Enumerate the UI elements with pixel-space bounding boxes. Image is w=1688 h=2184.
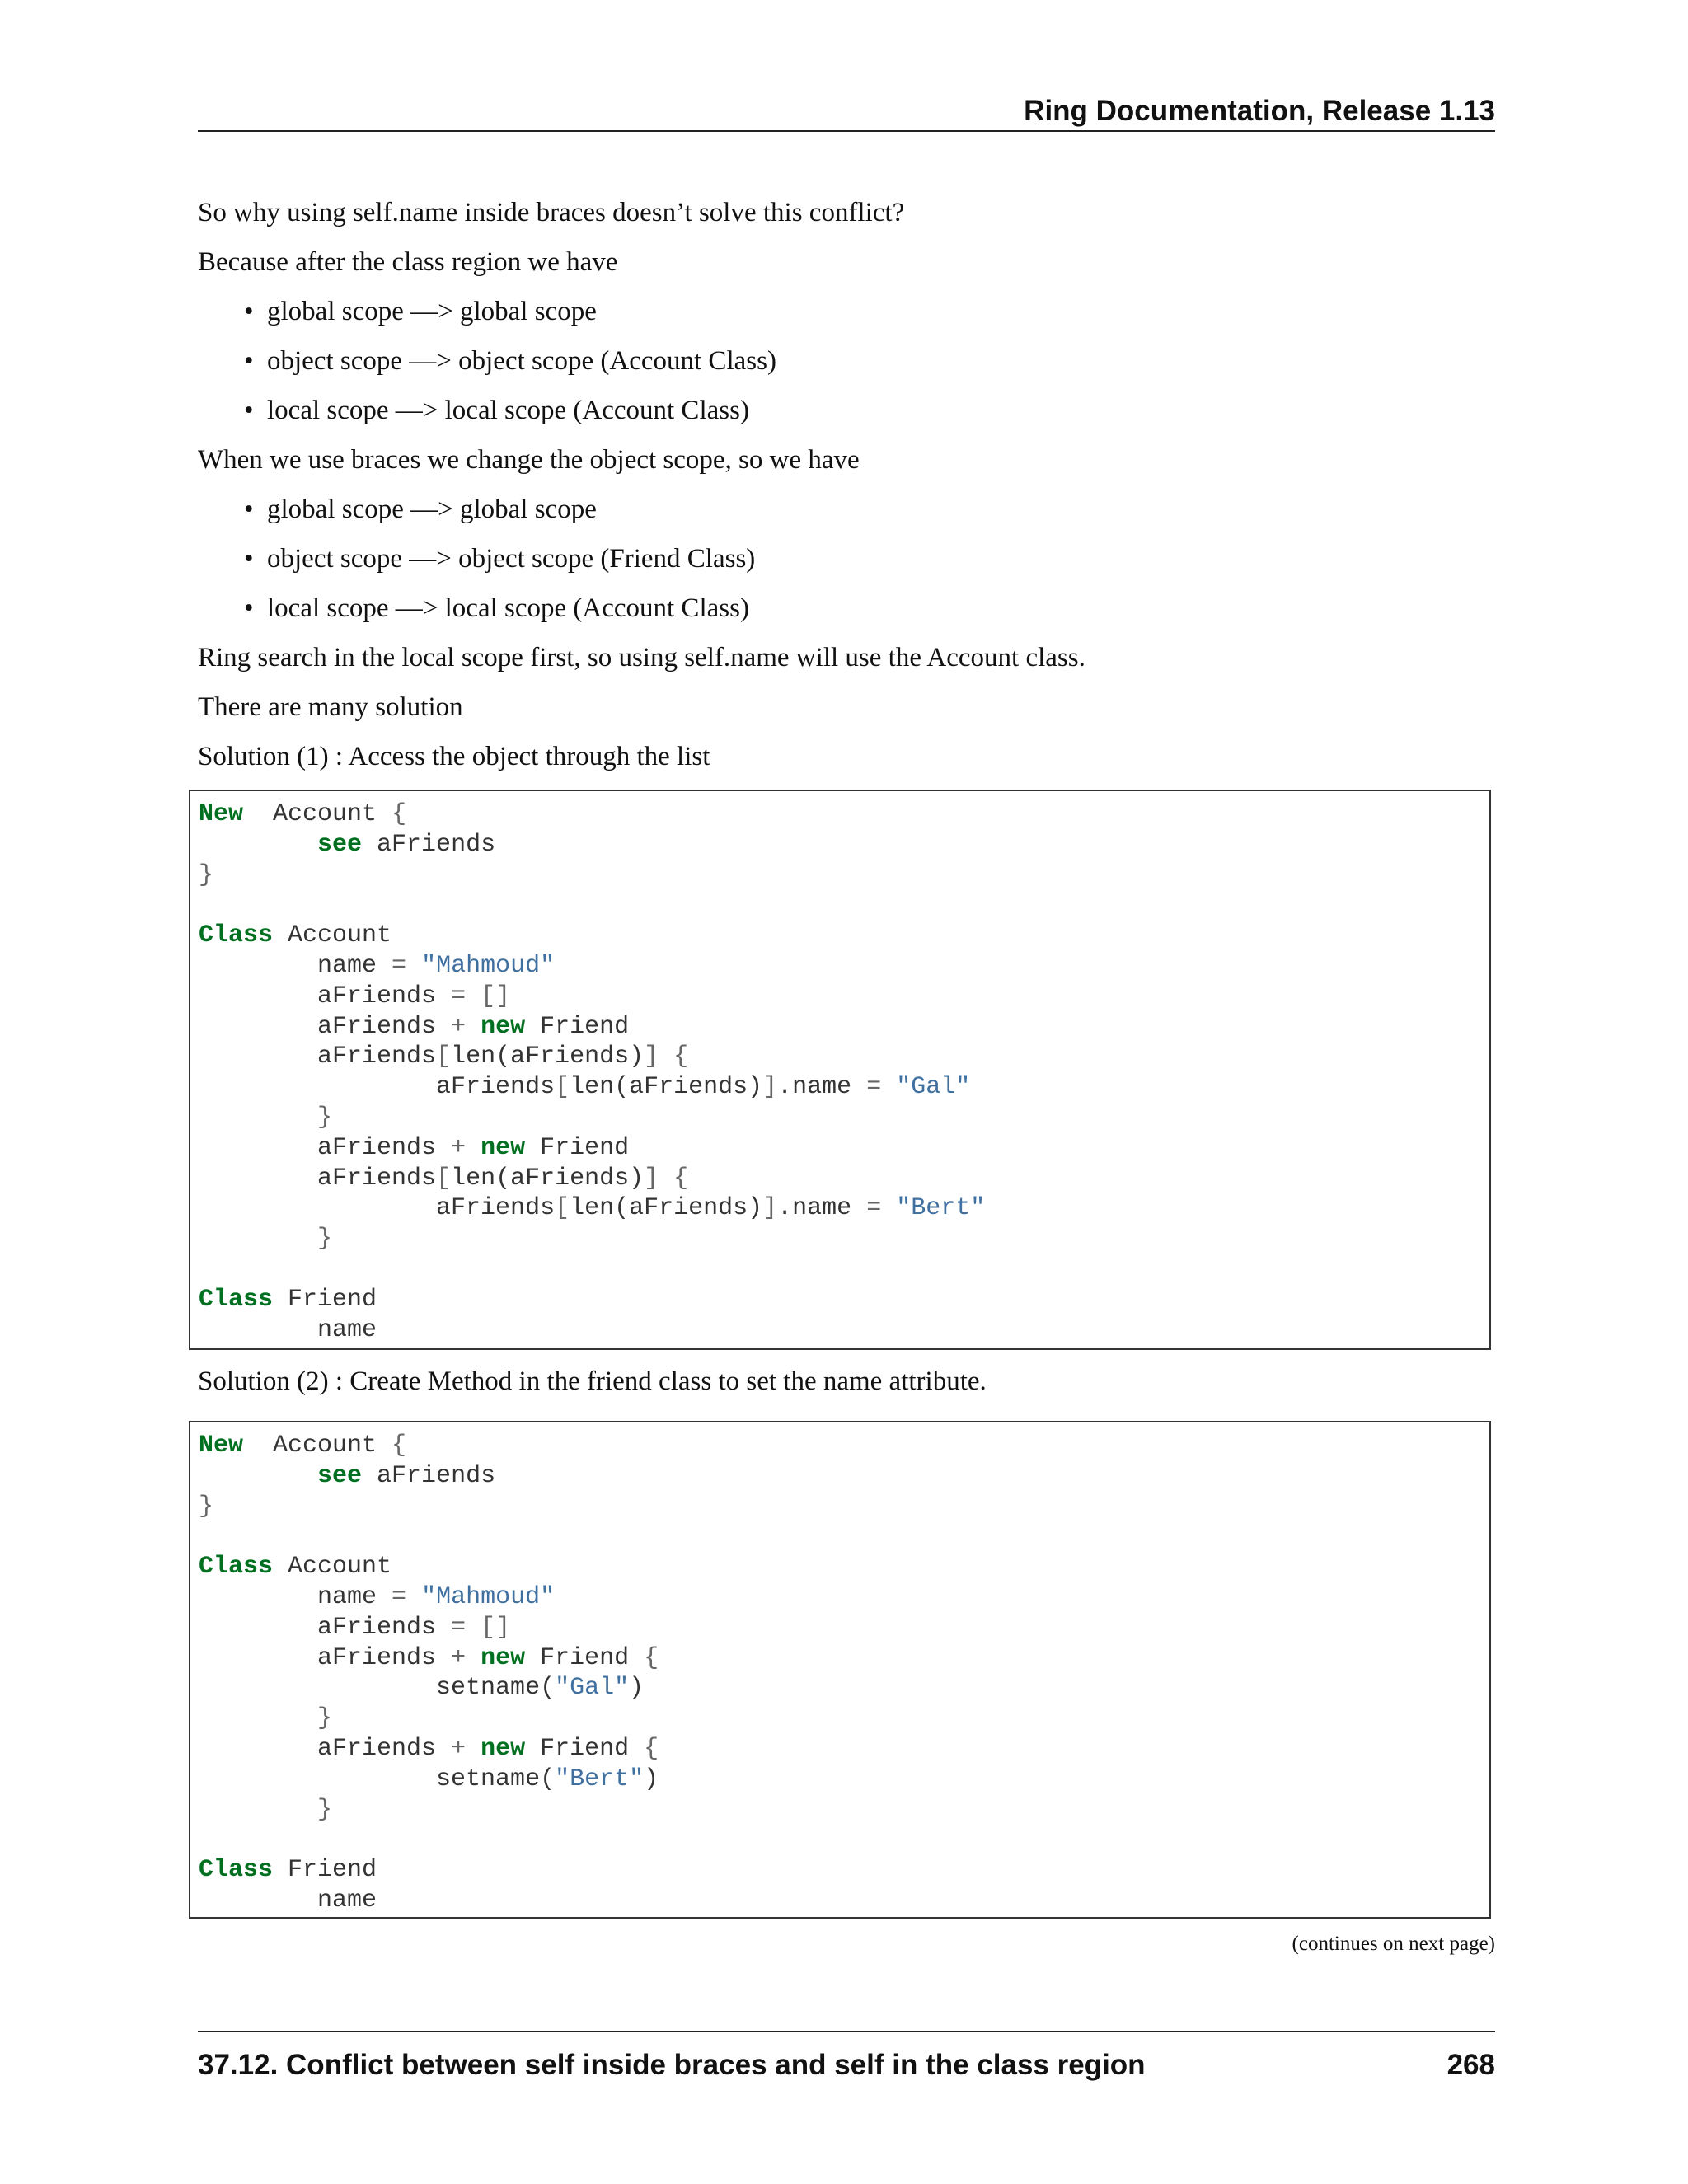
code-string: "Mahmoud" <box>421 951 556 980</box>
code-keyword: New <box>199 1432 244 1460</box>
code-keyword: new <box>481 1734 526 1763</box>
code-text: aFriends <box>199 1133 452 1162</box>
code-block-solution-1 <box>189 790 1491 1350</box>
code-line <box>199 1165 688 1193</box>
code-line <box>199 1286 377 1314</box>
code-text <box>466 982 481 1010</box>
code-operator: { <box>673 1043 689 1071</box>
code-text: len(aFriends) <box>570 1073 763 1102</box>
code-text: Friend <box>525 1734 645 1763</box>
code-keyword: new <box>481 1012 526 1041</box>
code-line <box>199 921 392 949</box>
code-text: Account <box>243 800 392 828</box>
code-line <box>199 1225 332 1253</box>
code-operator: + <box>451 1734 467 1763</box>
code-string: "Bert" <box>555 1765 645 1793</box>
code-operator: { <box>644 1643 659 1672</box>
code-line <box>199 1644 659 1672</box>
code-text <box>466 1013 481 1041</box>
code-operator: } <box>199 1492 214 1521</box>
code-text: aFriends <box>199 1194 556 1223</box>
code-line <box>199 1462 495 1490</box>
code-operator: } <box>317 1103 333 1132</box>
code-text: Account <box>243 1432 392 1460</box>
code-listing <box>199 1431 1481 1916</box>
code-keyword: Class <box>199 1553 274 1582</box>
code-text <box>659 1165 673 1193</box>
code-text <box>466 1735 481 1763</box>
code-text: aFriends <box>199 1734 452 1763</box>
code-operator: { <box>673 1164 689 1193</box>
code-operator: } <box>317 1704 333 1733</box>
code-text <box>199 831 317 859</box>
solution-1-label: Solution (1) : Access the object through the list <box>198 742 710 771</box>
code-string: "Bert" <box>896 1194 986 1223</box>
code-line <box>199 800 406 828</box>
code-listing <box>199 799 1481 1345</box>
code-operator: [ <box>555 1194 570 1223</box>
code-line <box>199 1735 659 1763</box>
code-keyword: new <box>481 1643 526 1672</box>
code-text <box>199 1462 317 1490</box>
code-line <box>199 1316 377 1344</box>
code-line <box>199 861 213 889</box>
code-text <box>199 1104 317 1132</box>
code-operator: = <box>451 982 467 1010</box>
code-line <box>199 982 510 1010</box>
code-text: ) <box>629 1674 645 1703</box>
code-operator: [ <box>436 1164 452 1193</box>
page-footer <box>198 2031 1495 2085</box>
bullet-list <box>198 493 1495 641</box>
paragraph: There are many solution <box>198 692 463 722</box>
paragraph: So why using self.name inside braces doesn’t solve this conflict? <box>198 198 905 227</box>
code-keyword: Class <box>199 921 274 950</box>
code-line <box>199 831 495 859</box>
code-text: aFriends <box>362 830 496 859</box>
code-text <box>406 1583 421 1611</box>
paragraph: When we use braces we change the object scope, so we have <box>198 445 860 475</box>
code-operator: + <box>451 1012 467 1041</box>
code-text <box>659 1043 673 1071</box>
code-line <box>199 1704 332 1732</box>
code-line <box>199 952 555 980</box>
code-operator: [] <box>481 1613 511 1642</box>
code-text: aFriends <box>199 982 452 1010</box>
code-keyword: Class <box>199 1285 274 1314</box>
code-operator: } <box>317 1795 333 1824</box>
code-text <box>199 1796 317 1824</box>
code-text: setname( <box>199 1765 556 1793</box>
code-line <box>199 1073 970 1101</box>
code-text: Friend <box>273 1285 377 1314</box>
code-line <box>199 1765 659 1793</box>
code-text: name <box>199 951 392 980</box>
code-line <box>199 1104 332 1132</box>
list-item: • object scope —> object scope (Account Class) <box>198 344 1495 394</box>
list-item: • local scope —> local scope (Account Class) <box>198 394 1495 443</box>
code-keyword: Class <box>199 1856 274 1885</box>
code-text <box>881 1194 896 1222</box>
code-operator: = <box>392 1582 407 1611</box>
code-text: len(aFriends) <box>570 1194 763 1223</box>
page-header <box>198 92 1495 132</box>
code-operator: [] <box>481 982 511 1010</box>
code-text: Friend <box>273 1856 377 1885</box>
code-operator: + <box>451 1643 467 1672</box>
code-operator: ] <box>762 1194 778 1223</box>
code-operator: { <box>644 1734 659 1763</box>
paragraph: Ring search in the local scope first, so using self.name will use the Account class. <box>198 643 1085 673</box>
code-line <box>199 1583 555 1611</box>
code-line <box>199 1674 644 1702</box>
code-operator: ] <box>644 1164 659 1193</box>
page-number: 268 <box>1447 2049 1495 2081</box>
code-operator: + <box>451 1133 467 1162</box>
code-operator: [ <box>436 1043 452 1071</box>
solution-2-label: Solution (2) : Create Method in the friend class to set the name attribute. <box>198 1366 987 1396</box>
code-operator: } <box>199 860 214 889</box>
code-operator: } <box>317 1225 333 1254</box>
main-content <box>198 196 1495 790</box>
section-title: 37.12. Conflict between self inside braces and self in the class region <box>198 2049 1146 2081</box>
code-text: aFriends <box>199 1073 556 1102</box>
code-text: aFriends <box>199 1043 437 1071</box>
code-line <box>199 1796 332 1824</box>
code-operator: { <box>392 800 407 828</box>
list-item: • global scope —> global scope <box>198 493 1495 542</box>
code-text <box>466 1614 481 1642</box>
code-text <box>466 1134 481 1162</box>
code-string: "Gal" <box>896 1073 971 1102</box>
code-text: .name <box>777 1194 867 1223</box>
code-text: aFriends <box>199 1643 452 1672</box>
code-operator: { <box>392 1432 407 1460</box>
code-string: "Mahmoud" <box>421 1582 556 1611</box>
code-operator: ] <box>762 1073 778 1102</box>
code-text: aFriends <box>199 1012 452 1041</box>
document-title: Ring Documentation, Release 1.13 <box>1024 95 1495 127</box>
code-text <box>406 952 421 980</box>
code-operator: ] <box>644 1043 659 1071</box>
code-keyword: see <box>317 830 363 859</box>
code-text <box>881 1073 896 1101</box>
list-item: • object scope —> object scope (Friend Class) <box>198 542 1495 592</box>
code-text: Friend <box>525 1643 645 1672</box>
list-item: • global scope —> global scope <box>198 295 1495 344</box>
code-text <box>199 1704 317 1732</box>
code-text: Account <box>273 1553 392 1582</box>
code-text: aFriends <box>362 1461 496 1490</box>
code-text: name <box>199 1582 392 1611</box>
code-operator: = <box>866 1073 882 1102</box>
list-item: • local scope —> local scope (Account Class) <box>198 592 1495 641</box>
code-line <box>199 1432 406 1460</box>
code-line <box>199 1614 510 1642</box>
bullet-list <box>198 295 1495 443</box>
code-text: Friend <box>525 1012 630 1041</box>
code-text: Friend <box>525 1133 630 1162</box>
code-text: ) <box>644 1765 659 1793</box>
code-block-solution-2 <box>189 1421 1491 1919</box>
code-line <box>199 1013 629 1041</box>
code-operator: [ <box>555 1073 570 1102</box>
code-keyword: New <box>199 800 244 828</box>
code-text: Account <box>273 921 392 950</box>
code-line <box>199 1194 985 1222</box>
code-keyword: see <box>317 1461 363 1490</box>
code-text: name <box>199 1886 377 1915</box>
code-operator: = <box>451 1613 467 1642</box>
code-line <box>199 1856 377 1884</box>
code-text: setname( <box>199 1674 556 1703</box>
code-operator: = <box>866 1194 882 1223</box>
code-text: aFriends <box>199 1164 437 1193</box>
code-line <box>199 1553 392 1581</box>
code-text: aFriends <box>199 1613 452 1642</box>
continues-note: (continues on next page) <box>1292 1933 1495 1955</box>
code-line <box>199 1493 213 1521</box>
code-text <box>466 1644 481 1672</box>
code-keyword: new <box>481 1133 526 1162</box>
code-operator: = <box>392 951 407 980</box>
paragraph: Because after the class region we have <box>198 247 618 277</box>
code-line <box>199 1134 629 1162</box>
code-text: .name <box>777 1073 867 1102</box>
code-text <box>199 1225 317 1253</box>
code-string: "Gal" <box>555 1674 630 1703</box>
code-text: name <box>199 1315 377 1344</box>
code-text: len(aFriends) <box>451 1043 645 1071</box>
code-text: len(aFriends) <box>451 1164 645 1193</box>
code-line <box>199 1043 688 1071</box>
code-line <box>199 1886 377 1915</box>
